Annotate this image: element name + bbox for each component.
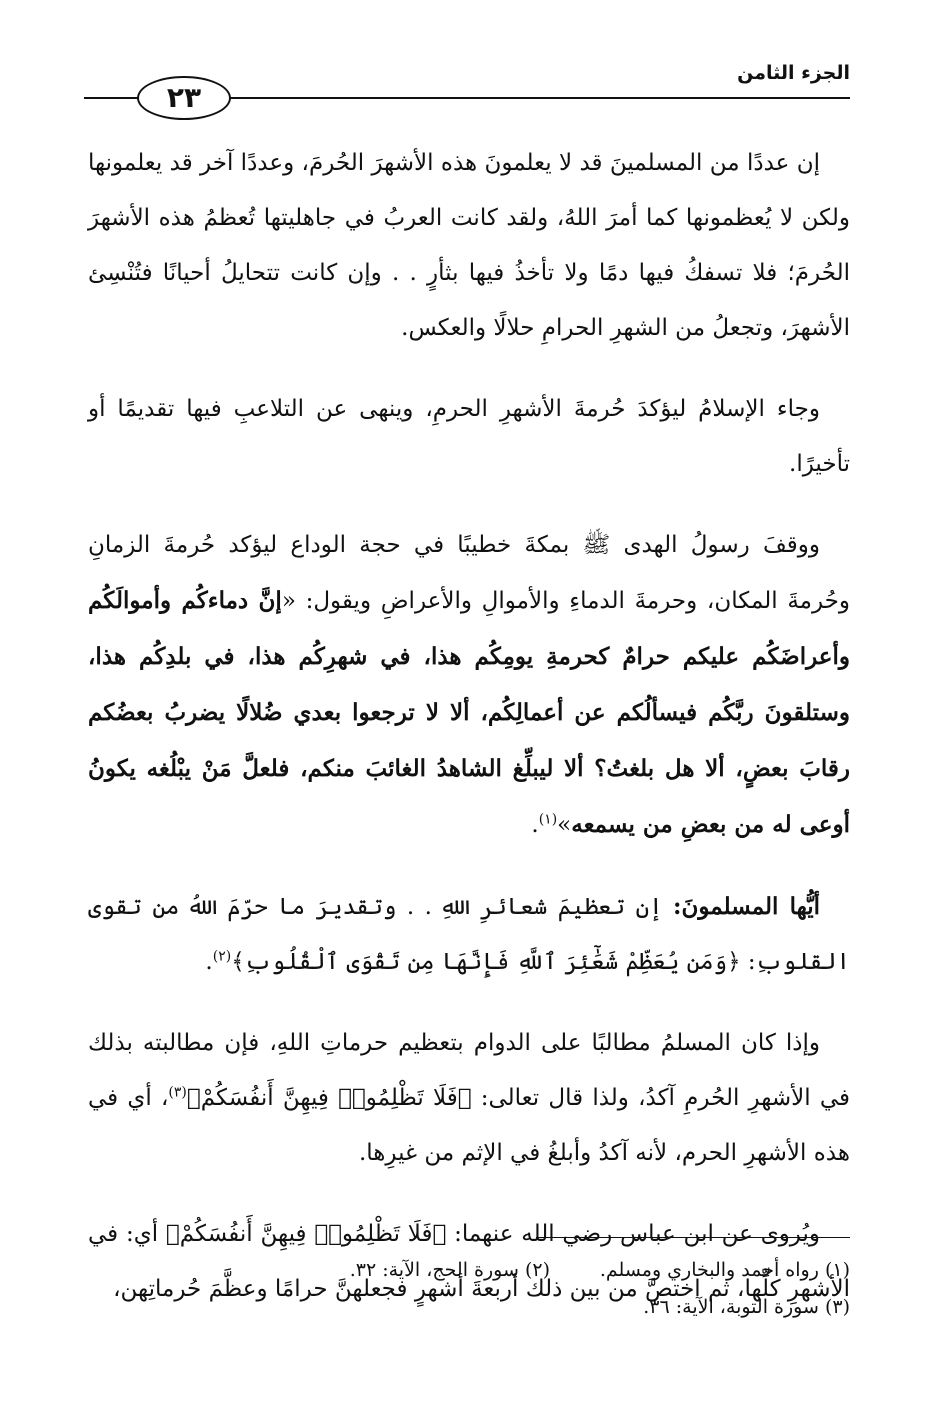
- footnote-ref-1[interactable]: (١): [538, 811, 558, 828]
- footnote-3: [550, 1289, 850, 1326]
- paragraph-1: [88, 136, 850, 356]
- paragraph-text: إن عددًا من المسلمينَ قد لا يعلمونَ هذه الأشهرَ الحُرمَ، وعددًا آخر قد يعلمونها ولكن لا يُعظمونها كما أمرَ اللهُ، ولقد كانت العربُ في جاهليتها تُعظمُ هذه الأشهرَ الحُرمَ؛ فلا تسفكُ فيها دمًا ولا تأخذُ فيها بثأرٍ . . وإن كانت تتحايلُ أحيانًا فتُنْسِئ الأشهرَ، وتجعلُ من الشهرِ الحرامِ حلالًا والعكس.: [88, 150, 850, 341]
- sentence-end: .: [531, 812, 539, 838]
- footnote-ref-2[interactable]: (٢): [212, 948, 232, 965]
- running-title: الجزء الثامن: [737, 62, 850, 84]
- paragraph-text: وإذا كان المسلمُ مطالبًا على الدوام بتعظيم حرماتِ اللهِ، فإن مطالبته بذلك في الأشهرِ الحُرمِ آكدُ، ولذا قال تعالى:: [88, 1030, 851, 1111]
- page-number: ٢٣: [137, 76, 231, 120]
- paragraph-text-tail: ، أي في هذه الأشهرِ الحرم، لأنه آكدُ وأبلغُ في الإثم من غيرِها.: [88, 1085, 850, 1166]
- main-text: [88, 136, 850, 1343]
- paragraph-4: [88, 879, 850, 990]
- footnote-mark: (٢): [524, 1259, 550, 1281]
- paragraph-text-tail: أي: في الأشهرِ كلِّها، ثم اختصَّ من بين ذلك أربعةَ أشهرٍ فجعلهنَّ حرامًا وعظَّمَ حُرماتِهن،: [88, 1221, 850, 1302]
- paragraph-text: ووقفَ رسولُ الهدى ﷺ بمكةَ خطيبًا في حجة الوداع ليؤكد حُرمةَ الزمانِ وحُرمةَ المكان، وحرمةَ الدماءِ والأموالِ والأعراضِ ويقول: «: [88, 532, 851, 614]
- paragraph-3-hadith: [88, 518, 850, 853]
- footnote-text: رواه أحمد والبخاري ومسلم.: [599, 1259, 819, 1281]
- quran-verse: ﴿فَلَا تَظْلِمُوا۟ فِيهِنَّ أَنفُسَكُمْ﴾: [165, 1221, 447, 1247]
- footnote-row: [88, 1252, 850, 1289]
- footnote-text: سورة التوبة، الآية: ٣٦.: [643, 1296, 819, 1318]
- address-lead: أيُّها المسلمونَ:: [673, 893, 820, 920]
- footnote-rule: [536, 1237, 850, 1238]
- footnote-mark: (١): [824, 1259, 850, 1281]
- footnote-1: [550, 1252, 850, 1289]
- paragraph-5: [88, 1016, 850, 1181]
- quran-verse: ﴿فَلَا تَظْلِمُوا۟ فِيهِنَّ أَنفُسَكُمْ﴾: [186, 1085, 472, 1111]
- hadith-quote: إنَّ دماءكُم وأموالَكُم وأعراضَكُم عليكم حرامٌ كحرمةِ يومِكُم هذا، في شهرِكُم هذا، في بلدِكُم هذا، وستلقونَ ربَّكُم فيسألُكم عن أعمالِكُم، ألا لا ترجعوا بعدي ضُلالًا يضربُ بعضُكم رقابَ بعضٍ، ألا هل بلغتُ؟ ألا ليبلِّغ الشاهدُ الغائبَ منكم، فلعلَّ مَنْ يبْلُغه يكونُ أوعى له من بعضِ من يسمعه: [88, 587, 850, 838]
- footnote-row: [88, 1289, 850, 1326]
- footnote-ref-3[interactable]: (٣): [168, 1084, 187, 1101]
- paragraph-text: ويُروى عن ابن عباس رضي الله عنهما:: [446, 1221, 820, 1247]
- footnotes: [88, 1252, 850, 1326]
- quote-close: »: [557, 812, 572, 838]
- paragraph-2: [88, 382, 850, 492]
- quran-verse: ﴿وَمَن يُعَظِّمْ شَعَٰٓئِرَ ٱللَّهِ فَإِنَّهَا مِن تَقْوَى ٱلْقُلُوبِ﴾: [231, 949, 741, 975]
- paragraph-text: إن تعظيمَ شعائرِ اللهِ . . وتقديرَ ما حرّمَ اللهُ من تقوى القلوبِ:: [88, 894, 850, 975]
- paragraph-text: وجاء الإسلامُ ليؤكدَ حُرمةَ الأشهرِ الحرمِ، وينهى عن التلاعبِ فيها تقديمًا أو تأخيرًا.: [88, 396, 850, 477]
- footnote-text: سورة الحج، الآية: ٣٢.: [349, 1259, 519, 1281]
- footnote-mark: (٣): [824, 1296, 850, 1318]
- footnote-2: [250, 1252, 550, 1289]
- sentence-end: .: [205, 949, 213, 975]
